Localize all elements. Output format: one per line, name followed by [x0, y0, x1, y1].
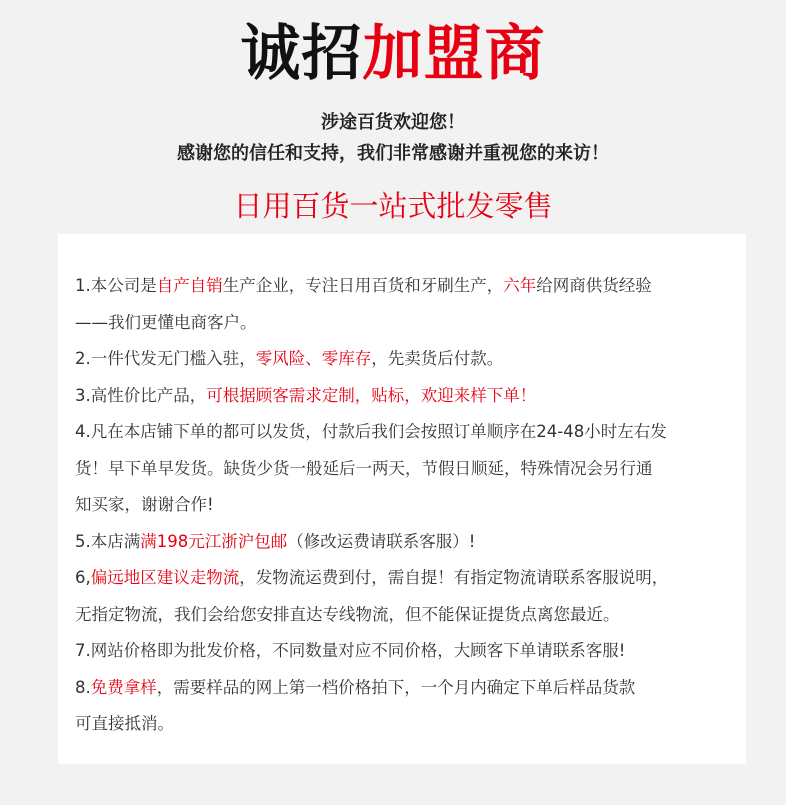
body-text: ，先卖货后付款。 — [371, 349, 504, 368]
body-text: ——我们更懂电商客户。 — [75, 312, 257, 332]
body-text: 可直接抵消。 — [75, 714, 174, 733]
terms-line — [75, 341, 735, 378]
terms-line — [75, 487, 735, 524]
highlight-text: 零风险、零库存 — [255, 349, 372, 368]
highlight-text: 满198元江浙沪包邮 — [140, 531, 288, 551]
page-title — [0, 18, 786, 90]
terms-line — [75, 268, 735, 305]
terms-line — [75, 670, 735, 707]
body-text: 生产企业，专注日用百货和牙刷生产， — [222, 276, 504, 295]
terms-line — [75, 560, 735, 597]
body-text: 货！早下单早发货。缺货少货一般延后一两天，节假日顺延，特殊情况会另行通 — [75, 458, 653, 478]
highlight-text: 偏远地区建议走物流 — [90, 568, 240, 587]
terms-line — [75, 414, 735, 451]
terms-line — [75, 378, 735, 415]
body-text: 5.本店满 — [75, 531, 141, 551]
body-text: 知买家，谢谢合作! — [75, 495, 214, 514]
terms-line — [75, 706, 735, 743]
body-text: 6, — [75, 568, 91, 587]
terms-line — [75, 633, 735, 670]
body-text: 7.网站价格即为批发价格，不同数量对应不同价格，大顾客下单请联系客服! — [75, 641, 626, 660]
welcome-line: 涉途百货欢迎您！ — [321, 112, 465, 133]
highlight-text: 六年 — [503, 276, 537, 295]
terms-line — [75, 305, 735, 342]
title-red-part: 加盟商 — [362, 19, 546, 89]
terms-panel — [58, 234, 746, 764]
subtitle: 日用百货一站式批发零售 — [233, 189, 553, 223]
body-text: 4.凡在本店铺下单的都可以发货，付款后我们会按照订单顺序在24-48小时左右发 — [75, 422, 667, 441]
terms-line — [75, 524, 735, 561]
body-text: 3.高性价比产品， — [75, 385, 207, 405]
title-black-part: 诚招 — [240, 19, 363, 89]
body-text: 给网商供货经验 — [536, 276, 652, 295]
highlight-text: 免费拿样 — [90, 677, 157, 697]
body-text: 1.本公司是 — [75, 276, 157, 295]
body-text: 无指定物流，我们会给您安排直达专线物流，但不能保证提货点离您最近。 — [75, 604, 620, 624]
body-text: 8. — [75, 677, 91, 697]
terms-line — [75, 597, 735, 634]
body-text: ，发物流运费到付，需自提！有指定物流请联系客服说明， — [239, 568, 669, 587]
body-text: ，需要样品的网上第一档价格拍下，一个月内确定下单后样品货款 — [156, 677, 636, 697]
thanks-line: 感谢您的信任和支持，我们非常感谢并重视您的来访！ — [177, 143, 609, 164]
terms-list — [75, 268, 735, 743]
body-text: （修改运费请联系客服）! — [287, 531, 476, 551]
terms-line — [75, 451, 735, 488]
highlight-text: 自产自销 — [156, 276, 223, 295]
highlight-text: 可根据顾客需求定制，贴标，欢迎来样下单！ — [206, 385, 537, 405]
body-text: 2.一件代发无门槛入驻， — [75, 349, 256, 368]
